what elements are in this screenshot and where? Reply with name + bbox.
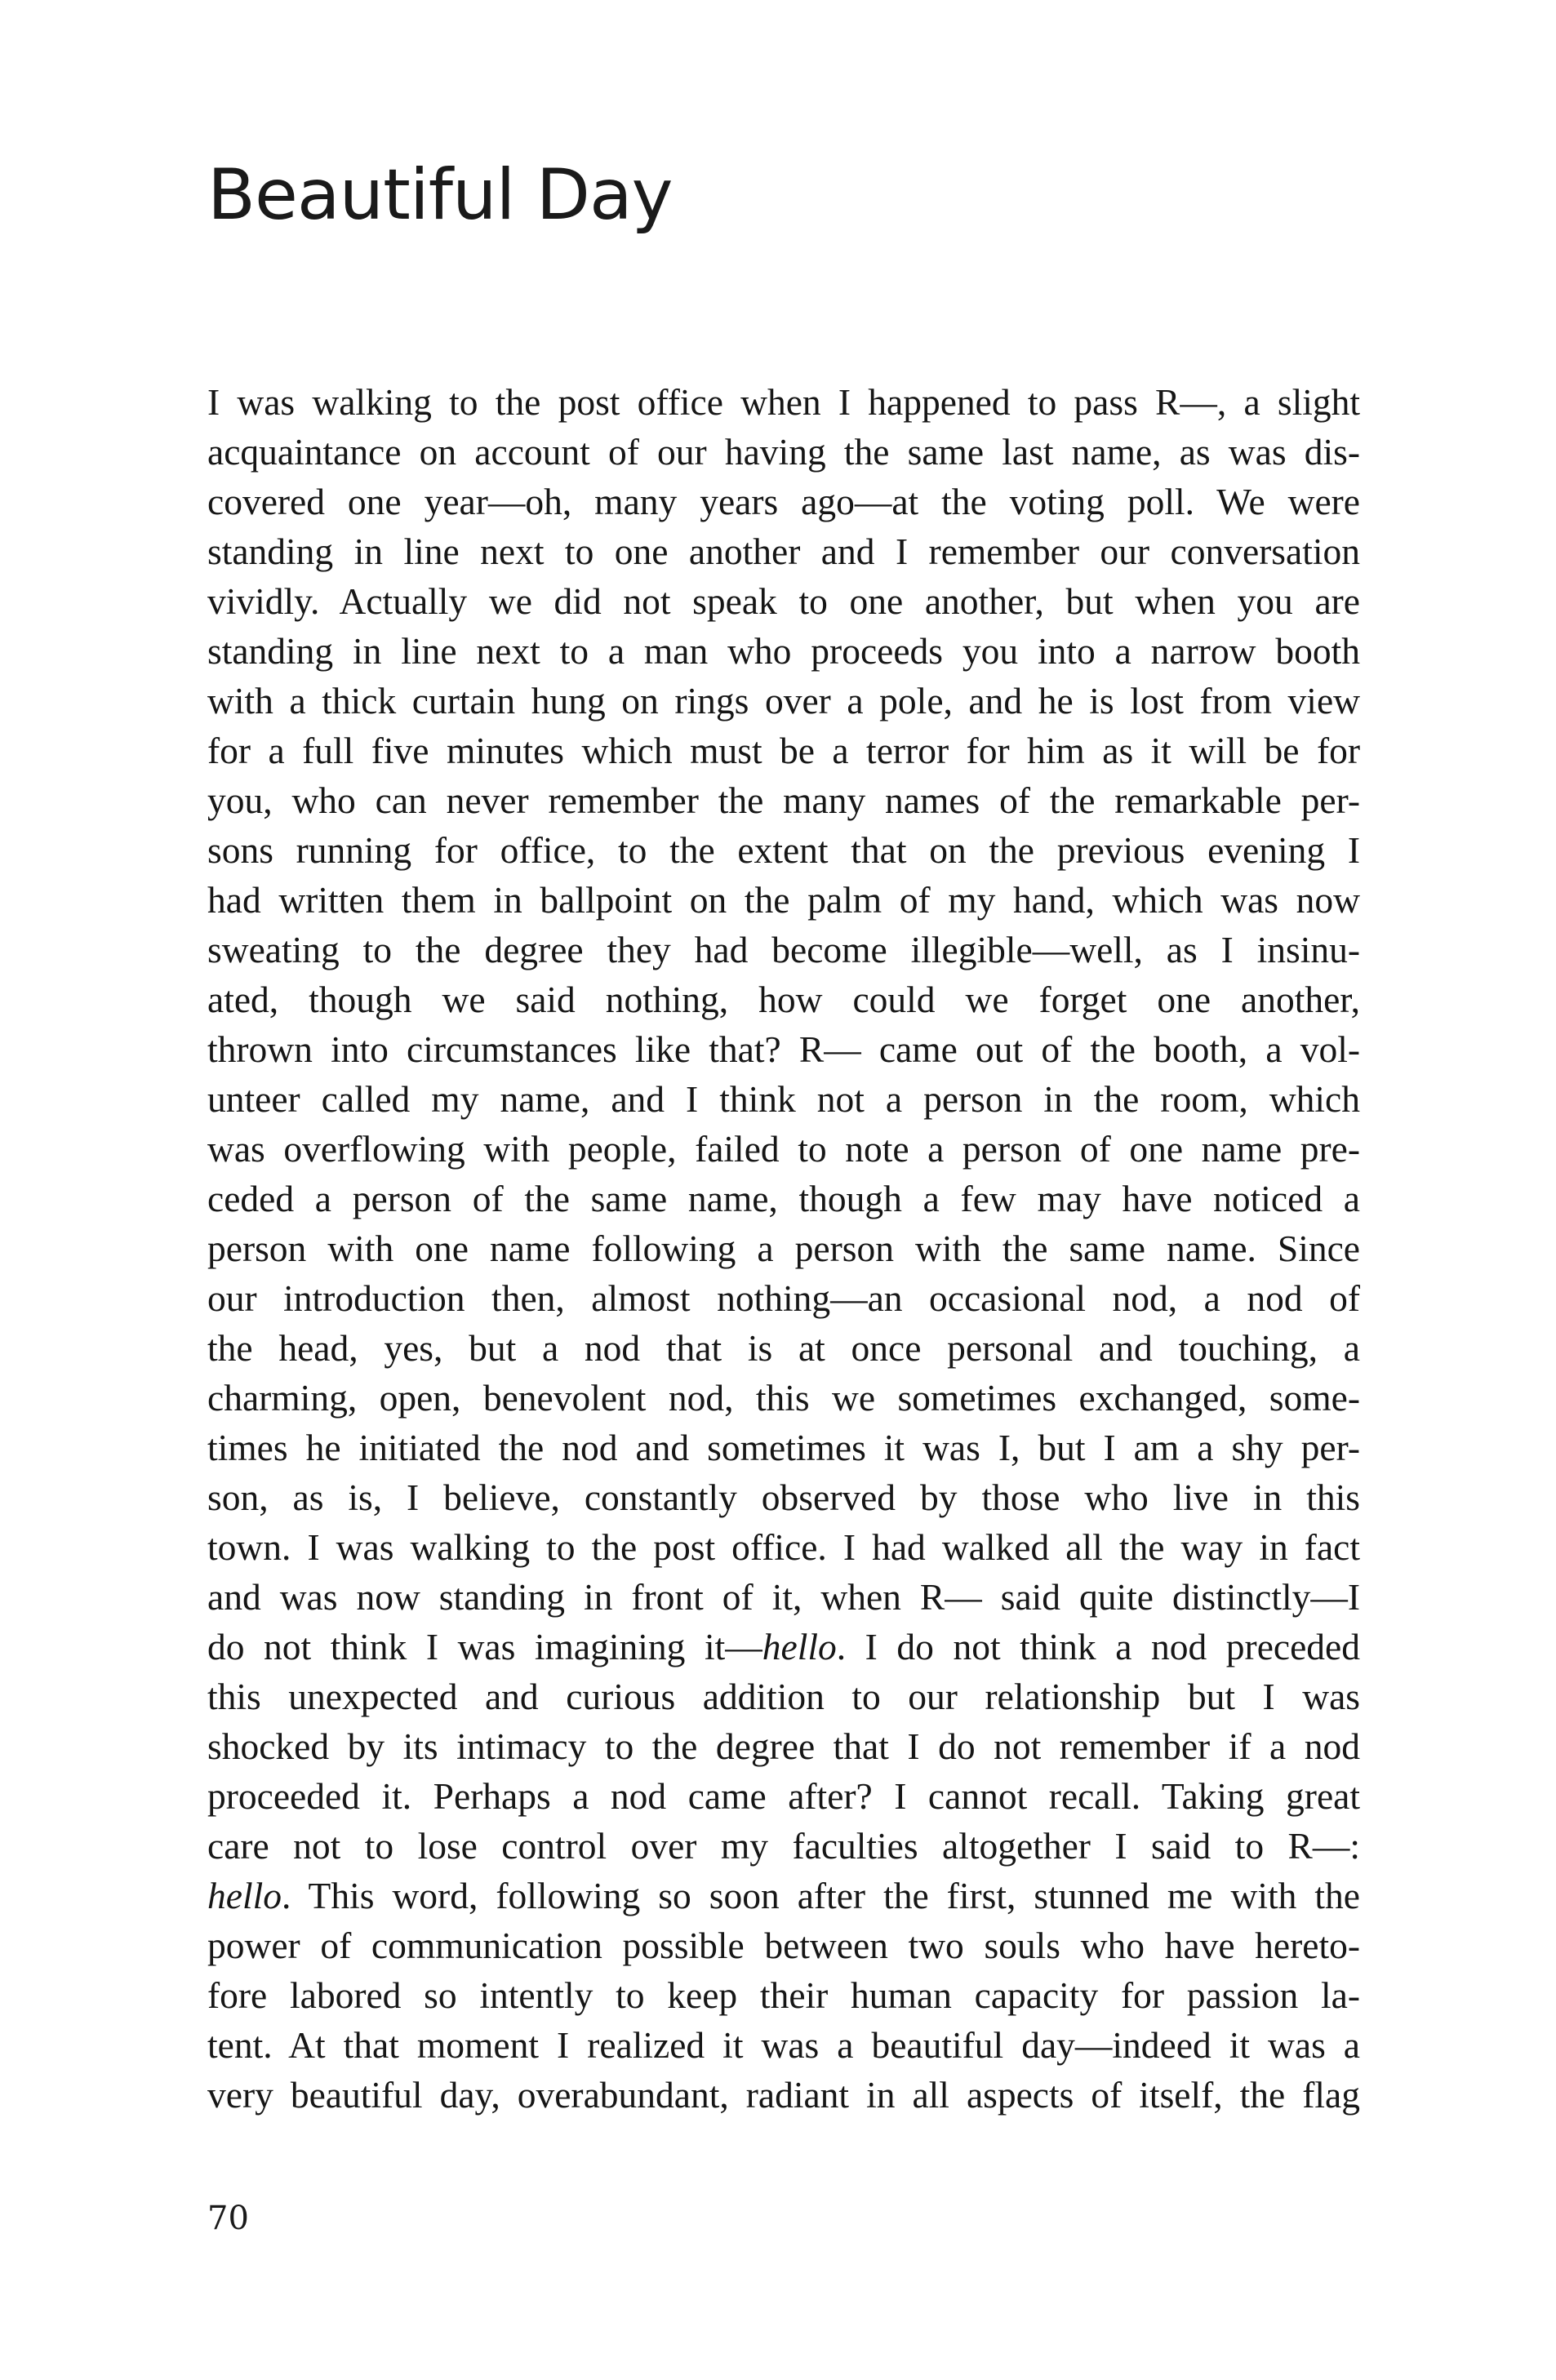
text-line bbox=[207, 1323, 1360, 1373]
text-line-content: fore labored so intently to keep their human capacity for passion la- bbox=[207, 1974, 1360, 2016]
text-line-content: times he initiated the nod and sometimes it was I, but I am a shy per- bbox=[207, 1427, 1360, 1468]
text-line bbox=[207, 775, 1360, 825]
chapter-title: Beautiful Day bbox=[207, 154, 673, 236]
text-line-content: vividly. Actually we did not speak to one another, but when you are bbox=[207, 580, 1360, 622]
text-line-content: with a thick curtain hung on rings over a pole, and he is lost from view bbox=[207, 680, 1360, 722]
text-line bbox=[207, 1771, 1360, 1821]
text-line bbox=[207, 726, 1360, 775]
text-line-content: sons running for office, to the extent that on the previous evening I bbox=[207, 829, 1360, 871]
text-line-content: proceeded it. Perhaps a nod came after? I cannot recall. Taking great bbox=[207, 1775, 1360, 1817]
text-line-content: tent. At that moment I realized it was a beautiful day—indeed it was a bbox=[207, 2024, 1360, 2066]
text-line-content: . This word, following so soon after the first, stunned me with the bbox=[281, 1875, 1360, 1916]
text-line-content: I was walking to the post office when I happened to pass R—, a slight bbox=[207, 381, 1360, 423]
text-line bbox=[207, 2020, 1360, 2070]
text-line-content: for a full five minutes which must be a terror for him as it will be for bbox=[207, 730, 1360, 771]
text-line-content: you, who can never remember the many names of the remarkable per- bbox=[207, 779, 1360, 821]
text-line bbox=[207, 1074, 1360, 1124]
text-line bbox=[207, 576, 1360, 626]
text-line bbox=[207, 825, 1360, 875]
text-line bbox=[207, 1572, 1360, 1622]
text-line bbox=[207, 1024, 1360, 1074]
page-number: 70 bbox=[207, 2200, 249, 2237]
text-line bbox=[207, 1522, 1360, 1572]
text-line bbox=[207, 1273, 1360, 1323]
text-line-content: and was now standing in front of it, when R— said quite distinctly—I bbox=[207, 1576, 1360, 1618]
text-line bbox=[207, 1622, 1360, 1672]
text-line bbox=[207, 875, 1360, 925]
text-line-content: standing in line next to one another and I remember our conversation bbox=[207, 531, 1360, 572]
text-line bbox=[207, 1124, 1360, 1174]
text-line bbox=[207, 1721, 1360, 1771]
text-line-content: this unexpected and curious addition to our relationship but I was bbox=[207, 1676, 1360, 1717]
text-line-content: ceded a person of the same name, though a few may have noticed a bbox=[207, 1178, 1360, 1219]
text-line bbox=[207, 477, 1360, 526]
text-line-content: . I do not think a nod preceded bbox=[836, 1626, 1360, 1667]
text-line-content: ated, though we said nothing, how could we forget one another, bbox=[207, 979, 1360, 1020]
text-line-content: was overflowing with people, failed to note a person of one name pre- bbox=[207, 1128, 1360, 1170]
text-line bbox=[207, 975, 1360, 1024]
text-line-content: town. I was walking to the post office. I had walked all the way in fact bbox=[207, 1526, 1360, 1568]
text-line-content: son, as is, I believe, constantly observed by those who live in this bbox=[207, 1476, 1360, 1518]
text-line bbox=[207, 1223, 1360, 1273]
text-line-content: thrown into circumstances like that? R— came out of the booth, a vol- bbox=[207, 1028, 1360, 1070]
text-line bbox=[207, 1970, 1360, 2020]
text-line bbox=[207, 1373, 1360, 1423]
text-line bbox=[207, 1174, 1360, 1223]
text-line bbox=[207, 2070, 1360, 2120]
text-line-content: had written them in ballpoint on the palm of my hand, which was now bbox=[207, 879, 1360, 921]
text-line-content: standing in line next to a man who proceeds you into a narrow booth bbox=[207, 630, 1360, 672]
text-line-content: the head, yes, but a nod that is at once personal and touching, a bbox=[207, 1327, 1360, 1369]
text-line-content: do not think I was imagining it— bbox=[207, 1626, 762, 1667]
text-line bbox=[207, 377, 1360, 427]
text-line bbox=[207, 526, 1360, 576]
text-line bbox=[207, 1821, 1360, 1871]
text-line bbox=[207, 1472, 1360, 1522]
text-line-content: charming, open, benevolent nod, this we sometimes exchanged, some- bbox=[207, 1377, 1360, 1419]
text-line bbox=[207, 427, 1360, 477]
text-line-content: our introduction then, almost nothing—an occasional nod, a nod of bbox=[207, 1277, 1360, 1319]
text-line-content: care not to lose control over my faculties altogether I said to R—: bbox=[207, 1825, 1360, 1867]
body-paragraph bbox=[207, 377, 1360, 2120]
text-line bbox=[207, 1423, 1360, 1472]
italic-word: hello bbox=[207, 1875, 282, 1916]
italic-word: hello bbox=[762, 1626, 837, 1667]
text-line bbox=[207, 925, 1360, 975]
text-line bbox=[207, 676, 1360, 726]
text-line-content: person with one name following a person with the same name. Since bbox=[207, 1228, 1360, 1269]
text-line bbox=[207, 626, 1360, 676]
text-line-content: unteer called my name, and I think not a person in the room, which bbox=[207, 1078, 1360, 1120]
text-line-content: sweating to the degree they had become illegible—well, as I insinu- bbox=[207, 929, 1360, 970]
text-line-content: shocked by its intimacy to the degree that I do not remember if a nod bbox=[207, 1725, 1360, 1767]
text-line bbox=[207, 1672, 1360, 1721]
text-line-content: covered one year—oh, many years ago—at the voting poll. We were bbox=[207, 481, 1360, 522]
text-line bbox=[207, 1920, 1360, 1970]
text-line bbox=[207, 1871, 1360, 1920]
text-line-content: acquaintance on account of our having the same last name, as was dis- bbox=[207, 431, 1360, 473]
text-line-content: very beautiful day, overabundant, radiant in all aspects of itself, the flag bbox=[207, 2074, 1360, 2116]
text-line-content: power of communication possible between two souls who have hereto- bbox=[207, 1925, 1360, 1966]
